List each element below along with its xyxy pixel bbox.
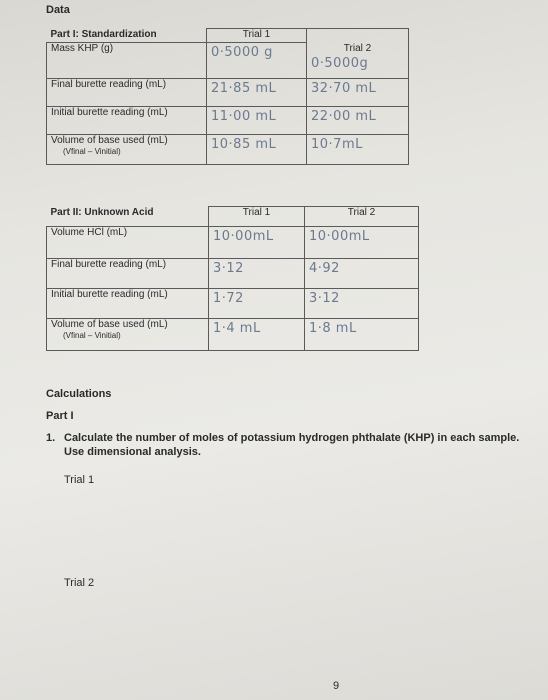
part2-row-final-t1: 3·12 — [209, 259, 305, 289]
part1-table — [46, 28, 409, 165]
part1-row-initial-t1: 11·00 mL — [207, 107, 307, 135]
question-text — [64, 431, 534, 459]
part2-row-volume-t2: 1·8 mL — [305, 319, 419, 351]
part2-row-initial-t2: 3·12 — [305, 289, 419, 319]
part2-row-initial-t1: 1·72 — [209, 289, 305, 319]
part1-col2-cell — [307, 29, 409, 43]
part1-row-final-t1: 21·85 mL — [207, 79, 307, 107]
calculations-heading: Calculations — [46, 388, 112, 400]
part1-row-final-t2: 32·70 mL — [307, 79, 409, 107]
part1-row-volume-sub: (Vfinal – Vinitial) — [63, 147, 121, 156]
part2-row-hcl-t2: 10·00mL — [305, 227, 419, 259]
page-number: 9 — [333, 680, 340, 692]
part1-row-mass-t2: Trial 2 0·5000g — [307, 43, 409, 79]
part1-title: Part I: Standardization — [47, 29, 207, 43]
trial2-label: Trial 2 — [64, 577, 95, 589]
part2-row-volume-label: Volume of base used (mL) (Vfinal – Vinitial) — [47, 319, 209, 351]
part1-row-initial-label: Initial burette reading (mL) — [47, 107, 207, 135]
part2-row-volume-sub: (Vfinal – Vinitial) — [63, 331, 121, 340]
calculations-part: Part I — [46, 410, 74, 422]
part1-row-mass-t1: 0·5000 g — [207, 43, 307, 79]
part2-row-final-label: Final burette reading (mL) — [47, 259, 209, 289]
part1-row-mass-label: Mass KHP (g) — [47, 43, 207, 79]
part2-col-trial1: Trial 1 — [209, 207, 305, 227]
part2-row-hcl-t1: 10·00mL — [209, 227, 305, 259]
part1-col-trial1: Trial 1 — [207, 29, 307, 43]
part2-col-trial2: Trial 2 — [305, 207, 419, 227]
question-line2: Use dimensional analysis. — [64, 446, 201, 458]
part2-row-hcl-label: Volume HCl (mL) — [47, 227, 209, 259]
part1-row-volume-label: Volume of base used (mL) (Vfinal – Vinitial) — [47, 135, 207, 165]
part1-row-volume-t1: 10·85 mL — [207, 135, 307, 165]
part2-title: Part II: Unknown Acid — [47, 207, 209, 227]
part2-row-volume-t1: 1·4 mL — [209, 319, 305, 351]
part1-col-trial2: Trial 2 — [343, 42, 372, 54]
part2-row-initial-label: Initial burette reading (mL) — [47, 289, 209, 319]
part1-row-volume-t2: 10·7mL — [307, 135, 409, 165]
question-number: 1. — [46, 432, 56, 444]
part2-table — [46, 206, 419, 351]
part1-row-initial-t2: 22·00 mL — [307, 107, 409, 135]
part1-row-final-label: Final burette reading (mL) — [47, 79, 207, 107]
part2-row-final-t2: 4·92 — [305, 259, 419, 289]
data-heading: Data — [46, 4, 70, 16]
trial1-label: Trial 1 — [64, 474, 95, 486]
question-line1: Calculate the number of moles of potassium hydrogen phthalate (KHP) in each sample. — [64, 432, 520, 444]
